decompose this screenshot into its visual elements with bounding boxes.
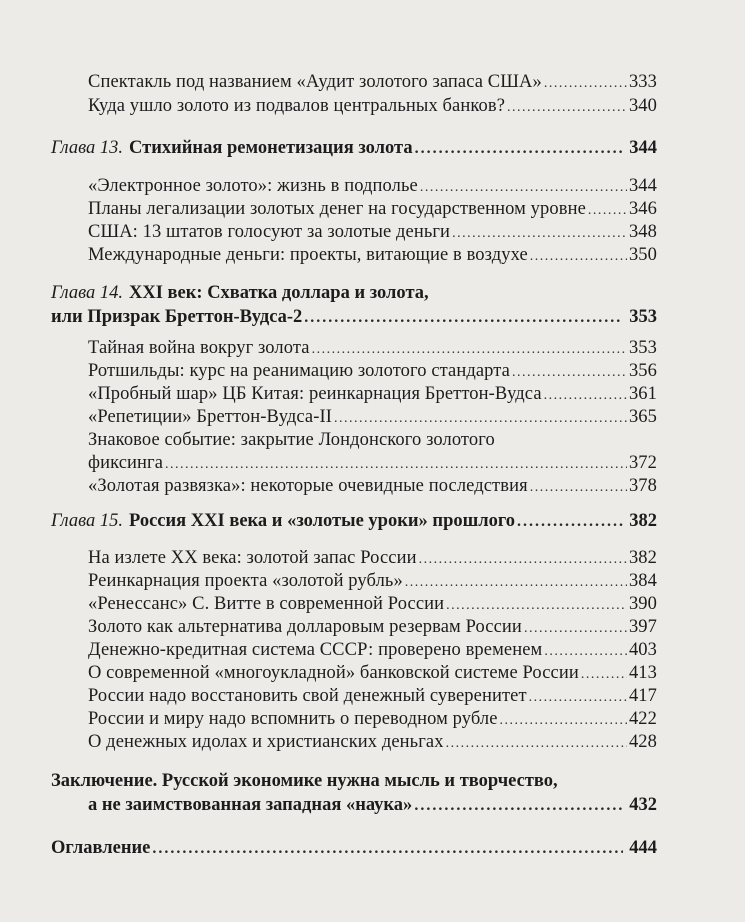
dot-leader bbox=[415, 140, 624, 158]
page-number: 344 bbox=[629, 138, 657, 158]
chapter-13-heading: Глава 13. Стихийная ремонетизация золота ..... 344 bbox=[51, 138, 657, 159]
dot-leader bbox=[517, 513, 623, 531]
conclusion-heading-cont: а не заимствованная западная «наука» ..... 432 bbox=[88, 795, 657, 816]
dot-leader bbox=[405, 575, 627, 591]
dot-leader bbox=[452, 226, 627, 242]
toc-entry: Международные деньги: проекты, витающие в воздухе ..... 350 bbox=[88, 245, 657, 266]
page-number: 428 bbox=[628, 732, 657, 752]
dot-leader bbox=[152, 840, 623, 858]
page-number: 444 bbox=[629, 838, 657, 858]
toc-entry: О денежных идолах и христианских деньгах ..... 428 bbox=[88, 732, 657, 753]
dot-leader bbox=[544, 644, 627, 660]
dot-leader bbox=[165, 457, 627, 473]
dot-leader bbox=[507, 100, 627, 116]
toc-entry: Планы легализации золотых денег на государственном уровне ..... 346 bbox=[88, 199, 657, 220]
dot-leader bbox=[581, 667, 627, 683]
page-number: 344 bbox=[628, 176, 657, 196]
page-number: 365 bbox=[628, 407, 657, 427]
toc-entry: На излете XX века: золотой запас России ..... 382 bbox=[88, 548, 657, 569]
page-number: 384 bbox=[628, 571, 657, 591]
page-number: 422 bbox=[628, 709, 657, 729]
toc-entry: «Пробный шар» ЦБ Китая: реинкарнация Бреттон-Вудса ..... 361 bbox=[88, 384, 657, 405]
dot-leader bbox=[544, 388, 627, 404]
dot-leader bbox=[529, 690, 627, 706]
page-number: 340 bbox=[628, 96, 657, 116]
toc-entry: России надо восстановить свой денежный суверенитет ..... 417 bbox=[88, 686, 657, 707]
chapter-15-heading: Глава 15. Россия XXI века и «золотые уроки» прошлого ..... 382 bbox=[51, 511, 657, 532]
page-number: 333 bbox=[628, 72, 657, 92]
dot-leader bbox=[530, 249, 627, 265]
page-number: 350 bbox=[628, 245, 657, 265]
toc-entry-line1: Знаковое событие: закрытие Лондонского золотого bbox=[88, 430, 495, 450]
page-number: 403 bbox=[628, 640, 657, 660]
page-number: 417 bbox=[628, 686, 657, 706]
dot-leader bbox=[500, 713, 627, 729]
page-number: 413 bbox=[628, 663, 657, 683]
toc-entry: «Репетиции» Бреттон-Вудса-II ..... 365 bbox=[88, 407, 657, 428]
page-number: 346 bbox=[628, 199, 657, 219]
toc-entry: Спектакль под названием «Аудит золотого запаса США» ..... 333 bbox=[88, 72, 657, 93]
page-number: 397 bbox=[628, 617, 657, 637]
dot-leader bbox=[414, 797, 623, 815]
dot-leader bbox=[312, 342, 627, 358]
toc-entry: «Ренессанс» С. Витте в современной России ..... 390 bbox=[88, 594, 657, 615]
toc-entry: Реинкарнация проекта «золотой рубль» ..... 384 bbox=[88, 571, 657, 592]
page-number: 378 bbox=[628, 476, 657, 496]
toc-entry: О современной «многоукладной» банковской системе России ..... 413 bbox=[88, 663, 657, 684]
dot-leader bbox=[544, 76, 627, 92]
dot-leader bbox=[419, 552, 627, 568]
dot-leader bbox=[304, 309, 623, 327]
page-number: 361 bbox=[628, 384, 657, 404]
page-number: 353 bbox=[628, 338, 657, 358]
toc-entry: США: 13 штатов голосуют за золотые деньги ..... 348 bbox=[88, 222, 657, 243]
toc-entry: России и миру надо вспомнить о переводном рубле ..... 422 bbox=[88, 709, 657, 730]
toc-entry: Тайная война вокруг золота ..... 353 bbox=[88, 338, 657, 359]
chapter-14-heading-cont: или Призрак Бреттон-Вудса-2 ..... 353 bbox=[51, 307, 657, 328]
page-number: 382 bbox=[628, 548, 657, 568]
page-number: 390 bbox=[628, 594, 657, 614]
page-number: 348 bbox=[628, 222, 657, 242]
dot-leader bbox=[588, 203, 627, 219]
toc-entry: «Электронное золото»: жизнь в подполье ..... 344 bbox=[88, 176, 657, 197]
dot-leader bbox=[530, 480, 627, 496]
page-number: 372 bbox=[628, 453, 657, 473]
toc-entry: Денежно-кредитная система СССР: проверено временем ..... 403 bbox=[88, 640, 657, 661]
page-number: 356 bbox=[628, 361, 657, 381]
chapter-14-heading: Глава 14. XXI век: Схватка доллара и золота, bbox=[51, 283, 429, 303]
dot-leader bbox=[512, 365, 627, 381]
toc-entry: Куда ушло золото из подвалов центральных банков? ..... 340 bbox=[88, 96, 657, 117]
toc-entry: Ротшильды: курс на реанимацию золотого стандарта ..... 356 bbox=[88, 361, 657, 382]
dot-leader bbox=[524, 621, 627, 637]
toc-entry: «Золотая развязка»: некоторые очевидные последствия ..... 378 bbox=[88, 476, 657, 497]
toc-entry: Золото как альтернатива долларовым резервам России ..... 397 bbox=[88, 617, 657, 638]
toc-entry: фиксинга ..... 372 bbox=[88, 453, 657, 474]
page-number: 382 bbox=[629, 511, 657, 531]
dot-leader bbox=[420, 180, 627, 196]
dot-leader bbox=[446, 736, 627, 752]
page-number: 353 bbox=[629, 307, 657, 327]
dot-leader bbox=[446, 598, 627, 614]
page-number: 432 bbox=[629, 795, 657, 815]
conclusion-heading: Заключение. Русской экономике нужна мысль и творчество, bbox=[51, 771, 558, 791]
dot-leader bbox=[334, 411, 627, 427]
contents-heading: Оглавление ..... 444 bbox=[51, 838, 657, 859]
